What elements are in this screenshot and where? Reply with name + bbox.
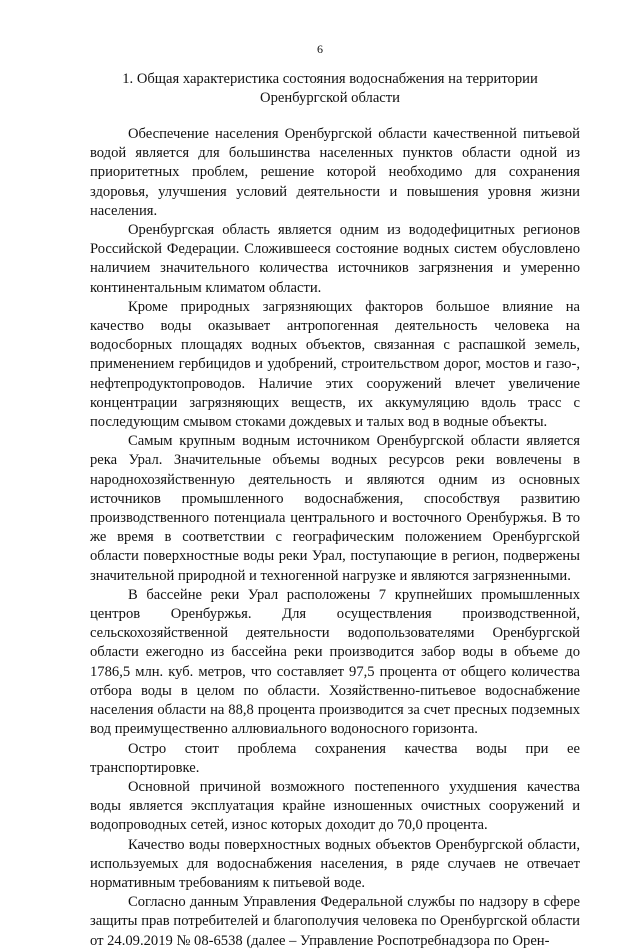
paragraph: Оренбургская область является одним из вододефицитных регионов Российской Федерации. Сложившееся состояние водных систем обусловлено наличием значительного количества источников загрязнения и умеренно континентальным климатом области. [90,222,580,296]
paragraph: В бассейне реки Урал расположены 7 крупнейших промышленных центров Оренбуржья. Для осуществления производственной, сельскохозяйственной деятельности водопользователями Оренбургской области ежегодно из бассейна реки производится забор воды в объеме до 1786,5 млн. куб. метров, что составляет 97,5 процента от общего количества отбора воды в целом по области. Хозяйственно-питьевое водоснабжение населения области на 88,8 процента производится за счет пресных подземных вод преимущественно аллювиального водоносного горизонта. [90,586,580,738]
paragraph: Обеспечение населения Оренбургской области качественной питьевой водой является для большинства населенных пунктов области одной из приоритетных проблем, решение которой необходимо для сохранения здоровья, улучшения условий деятельности и повышения уровня жизни населения. [90,126,580,219]
paragraph: Согласно данным Управления Федеральной службы по надзору в сфере защиты прав потребителей и благополучия человека по Оренбургской области от 24.09.2019 № 08-6538 (далее – Управление Роспотребнадзора по Орен- [90,894,580,949]
paragraph: Самым крупным водным источником Оренбургской области является река Урал. Значительные объемы водных ресурсов реки вовлечены в народнохозяйственную деятельность и являются одним из основных источников промышленного водоснабжения, способствуя развитию производственного потенциала центрального и восточного Оренбуржья. В то же время в соответствии с географическим положением Оренбургской области поверхностные воды реки Урал, поступающие в регион, подвержены значительной природной и техногенной нагрузке и являются загрязненными. [90,433,580,584]
section-heading-line-1: 1. Общая характеристика состояния водоснабжения на территории [122,71,538,87]
body-text [90,125,580,951]
paragraph: Остро стоит проблема сохранения качества воды при ее транспортировке. [90,740,580,776]
paragraph: Основной причиной возможного постепенного ухудшения качества воды является эксплуатация крайне изношенных очистных сооружений и водопроводных сетей, износ которых доходит до 70,0 процента. [90,778,580,834]
paragraph: Качество воды поверхностных водных объектов Оренбургской области, используемых для водоснабжения населения, в ряде случаев не отвечает нормативным требованиям к питьевой воде. [90,836,580,891]
page-number: 6 [317,42,323,56]
paragraph: Кроме природных загрязняющих факторов большое влияние на качество воды оказывает антропогенная деятельность человека на водосборных площадях водных объектов, связанная с распашкой земель, применением гербицидов и удобрений, строительством дорог, мостов и газо-, нефтепродуктопроводов. Наличие этих сооружений влечет увеличение концентрации загрязняющих веществ, их аккумуляцию вдоль трасс с последующим смывом стоками дождевых и талых вод в водные объекты. [90,298,580,431]
section-heading-line-2: Оренбургской области [260,90,400,106]
section-heading [100,70,560,108]
